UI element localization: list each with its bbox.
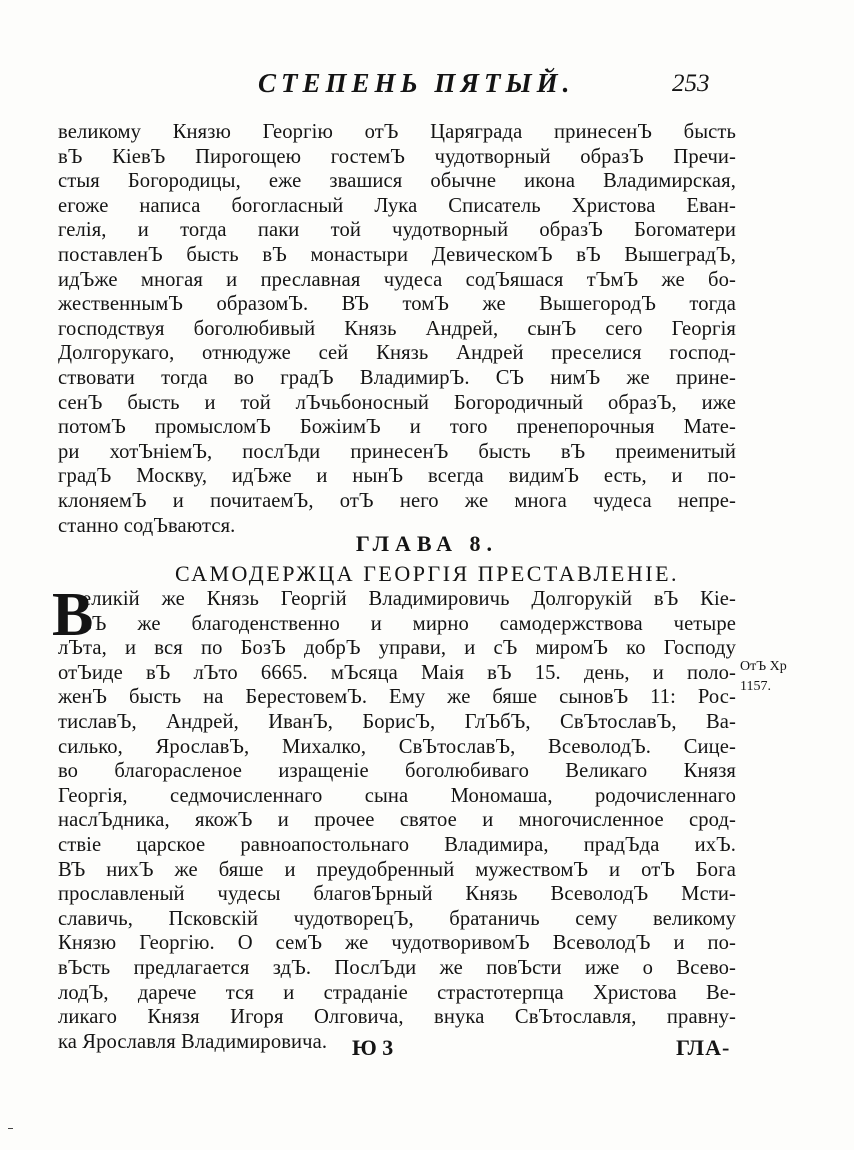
text-line: Князю Георгію. О семЪ же чудотворивомЪ ВсеволодЪ и по-: [58, 932, 736, 955]
text-line: станно содЪваются.: [58, 514, 236, 537]
text-line: во благорасленое изращеніе боголюбиваго Великаго Князя: [58, 760, 736, 783]
text-line: женЪ бысть на БерестовемЪ. Ему же бяше сыновЪ 11: Рос-: [58, 686, 736, 709]
text-line: вЪ же благоденственно и мирно самодержствова четыре: [82, 612, 736, 635]
text-line: великому Князю Георгію отЪ Царяграда принесенЪ бысть: [58, 121, 736, 143]
chapter-heading: ГЛАВА 8.: [355, 531, 499, 556]
running-head: [0, 68, 854, 108]
text-line: вЪсть предлагается здЪ. ПослЪди же повЪсти иже о Всево-: [58, 956, 736, 979]
text-line: ствіе царское равноапостольнаго Владимира, прадЪда ихЪ.: [58, 833, 736, 856]
text-line: Георгія, седмочисленнаго сына Мономаша, родочисленнаго: [58, 784, 736, 807]
text-line: егоже написа богогласный Лука Списатель Христова Еван-: [58, 194, 736, 217]
chapter-title: САМОДЕРЖЦА ГЕОРГІЯ ПРЕСТАВЛЕНІЕ.: [174, 561, 680, 586]
text-line: жественнымЪ образомЪ. ВЪ томЪ же ВышегородЪ тогда: [58, 293, 736, 316]
catchword: ГЛА-: [676, 1035, 731, 1060]
text-line: вЪ КіевЪ Пирогощею гостемЪ чудотворный образЪ Пречи-: [58, 145, 736, 168]
text-line: клоняемЪ и почитаемЪ, отЪ него же многа чудеса непре-: [58, 489, 736, 512]
text-line: тиславЪ, Андрей, ИванЪ, БорисЪ, ГлЪбЪ, СвЪтославЪ, Ва-: [58, 710, 736, 733]
text-line: гелія, и тогда паки той чудотворный образЪ Богоматери: [58, 219, 736, 242]
margin-note: [740, 657, 787, 697]
page-edge-mark: [8, 1128, 13, 1129]
text-line: ВЪ нихЪ же бяше и преудобренный мужествомЪ и отЪ Бога: [58, 858, 736, 881]
text-line: прославленый чудесы благовЪрный Князь ВсеволодЪ Мсти-: [58, 883, 736, 906]
text-line: славичь, Псковскій чудотворецЪ, братаничь сему великому: [58, 907, 736, 930]
text-line: потомЪ промысломЪ БожіимЪ и того пренепорочныя Мате-: [58, 416, 736, 439]
signature-mark: Ю 3: [352, 1035, 394, 1060]
chapter-body: [58, 587, 736, 1054]
text-line: ликаго Князя Игоря Олговича, внука СвЪтославля, правну-: [58, 1006, 736, 1029]
text-line: идЪже многая и преславная чудеса содЪяшася тЪмЪ же бо-: [58, 268, 736, 291]
drop-cap: В: [52, 581, 94, 649]
text-line: стыя Богородицы, еже звашися обычне икона Владимирская,: [58, 170, 736, 193]
text-line: сенЪ бысть и той лЪчьбоносный Богородичный образЪ, иже: [58, 391, 736, 414]
text-line: господствуя боголюбивый Князь Андрей, сынЪ сего Георгія: [58, 317, 736, 340]
text-line: отЪиде вЪ лЪто 6665. мЪсяца Маія вЪ 15. день, и поло-: [58, 661, 736, 684]
text-line: поставленЪ бысть вЪ монастыри ДевическомЪ вЪ ВышеградЪ,: [58, 243, 736, 266]
margin-note-year: 1157.: [740, 679, 771, 694]
page-number: 253: [672, 70, 710, 97]
text-line: силько, ЯрославЪ, Михалко, СвЪтославЪ, ВсеволодЪ. Сице-: [58, 735, 736, 758]
text-line: Долгорукаго, отнюдуже сей Князь Андрей преселися господ-: [58, 342, 736, 365]
text-line: градЪ Москву, идЪже и нынЪ всегда видимЪ есть, и по-: [58, 465, 736, 488]
text-line: ствовати тогда во градЪ ВладимирЪ. СЪ нимЪ же прине-: [58, 366, 736, 389]
page-footer: [0, 1035, 854, 1065]
text-line: наслЪдника, якожЪ и прочее святое и многочисленное срод-: [58, 809, 736, 832]
text-line: лЪта, и вся по БозЪ добрЪ управи, и сЪ миромЪ ко Господу: [58, 637, 736, 660]
text-line: еликій же Князь Георгій Владимировичь Долгорукій вЪ Кіе-: [82, 588, 736, 610]
text-line: ри хотЪніемЪ, послЪди принесенЪ бысть вЪ преименитый: [58, 440, 736, 463]
text-line: лодЪ, дарече тся и страданіе страстотерпца Христова Ве-: [58, 981, 736, 1004]
text-line: ка Ярославля Владимировича.: [58, 1030, 328, 1053]
paragraph-continued: [58, 120, 736, 538]
margin-note-line: ОтЪ Хр: [740, 659, 787, 674]
running-title: СТЕПЕНЬ ПЯТЫЙ.: [258, 68, 575, 98]
